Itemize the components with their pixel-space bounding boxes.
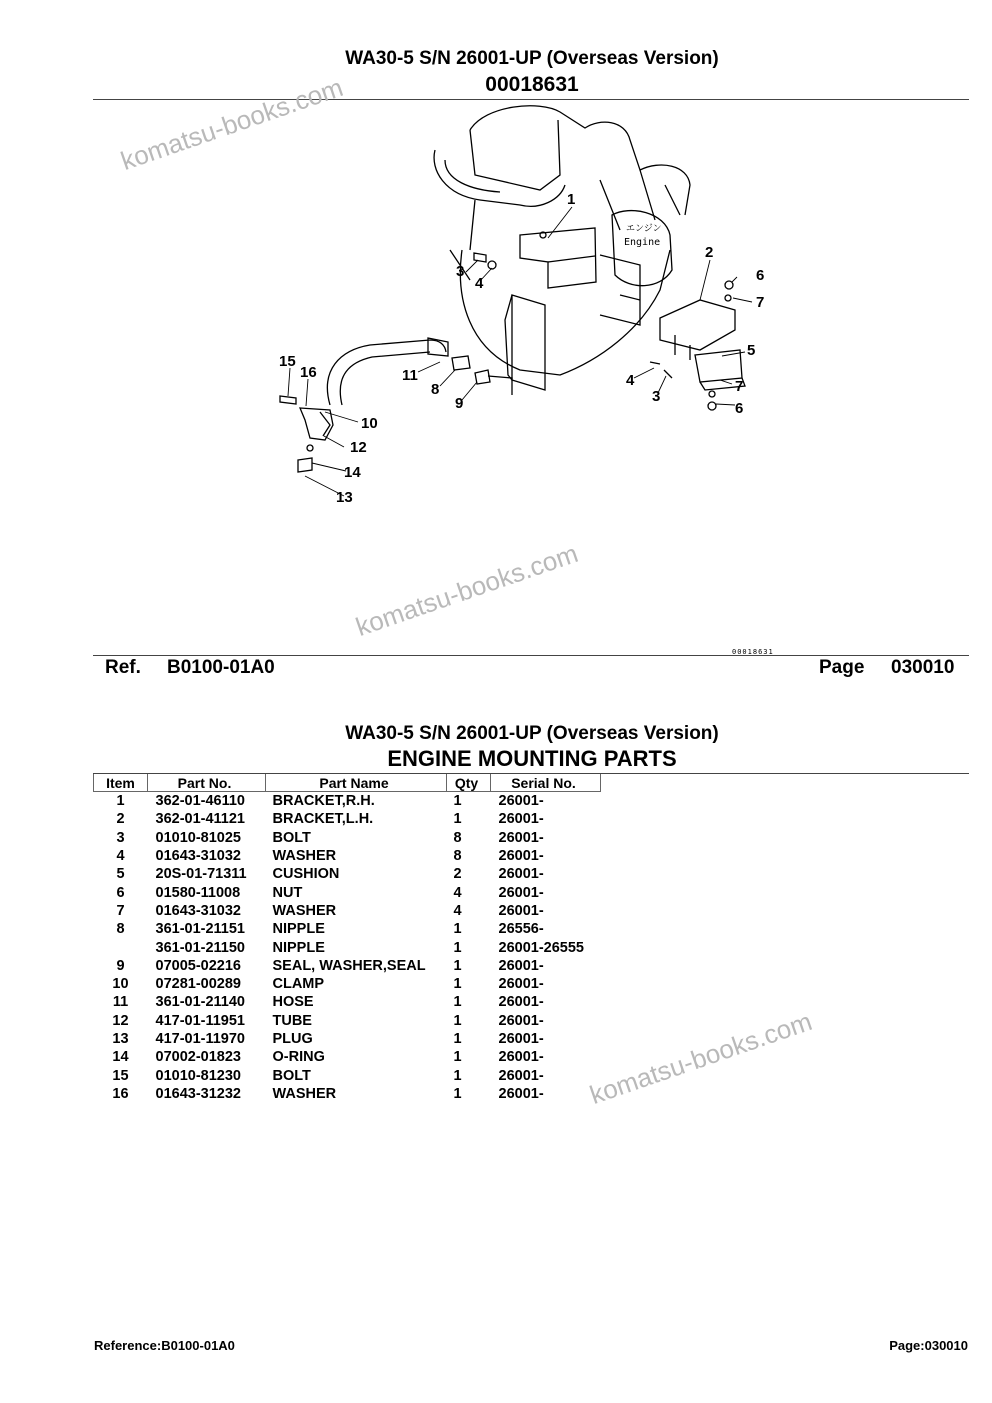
item-cell: 12	[112, 1012, 129, 1029]
ref-divider	[93, 655, 969, 656]
callout-7: 7	[756, 294, 765, 311]
serial-cell: 26001-	[498, 957, 544, 974]
qty-cell: 1	[453, 921, 462, 938]
part-no-cell: 362-01-46110	[155, 793, 245, 810]
part-name-cell: NIPPLE	[272, 921, 325, 938]
part-no-cell: 361-01-21140	[155, 994, 245, 1011]
section-title: ENGINE MOUNTING PARTS	[387, 746, 677, 771]
part-name-cell: CLAMP	[272, 976, 325, 993]
qty-cell: 1	[453, 1031, 462, 1047]
serial-cell: 26001-	[498, 976, 544, 993]
callout-13: 13	[336, 489, 353, 506]
item-cell: 4	[116, 848, 125, 865]
part-name-cell: CUSHION	[272, 866, 340, 883]
ref-label: Ref.	[105, 657, 141, 678]
item-cell: 16	[112, 1085, 129, 1102]
part-no-cell: 01010-81025	[155, 829, 241, 846]
serial-cell: 26001-	[498, 793, 544, 810]
engine-label-jp: エンジン	[626, 224, 662, 234]
qty-cell: 1	[453, 793, 462, 810]
table-row	[94, 792, 601, 811]
part-name-cell: TUBE	[272, 1012, 312, 1029]
qty-cell: 2	[453, 866, 462, 883]
col-part-no: Part No.	[148, 774, 266, 792]
page-value: 030010	[891, 657, 955, 678]
table-row	[94, 975, 601, 993]
callout-4: 4	[475, 275, 484, 292]
qty-cell: 1	[453, 1067, 462, 1084]
part-name-cell: WASHER	[272, 902, 337, 919]
callout-6: 6	[756, 267, 765, 284]
serial-cell: 26001-	[498, 902, 544, 919]
part-name-cell: HOSE	[272, 994, 314, 1011]
serial-cell: 26001-	[498, 884, 544, 901]
table-header-row	[94, 774, 601, 792]
table-row	[94, 1066, 601, 1084]
callout-3: 3	[456, 263, 465, 280]
table-row	[94, 883, 601, 901]
part-no-cell: 417-01-11951	[155, 1012, 245, 1029]
section-model: WA30-5 S/N 26001-UP (Overseas Version)	[345, 723, 719, 744]
table-row	[94, 1030, 601, 1048]
part-no-cell: 20S-01-71311	[155, 866, 247, 883]
table-row	[94, 1048, 601, 1066]
callout-15: 15	[279, 353, 296, 370]
serial-cell: 26001-	[498, 1012, 544, 1029]
watermark: komatsu-books.com	[585, 1005, 816, 1111]
col-part-name: Part Name	[266, 774, 447, 792]
serial-cell: 26001-	[498, 848, 544, 865]
qty-cell: 1	[453, 976, 462, 993]
table-body	[94, 792, 601, 1104]
table-row	[94, 920, 601, 938]
col-qty: Qty	[447, 774, 491, 792]
part-name-cell: WASHER	[272, 848, 337, 865]
part-no-cell: 417-01-11970	[155, 1031, 245, 1047]
col-item: Item	[94, 774, 148, 792]
callout-4b: 4	[626, 372, 635, 389]
callout-14: 14	[344, 464, 361, 481]
callout-10: 10	[361, 415, 378, 432]
qty-cell: 1	[453, 957, 462, 974]
item-cell: 10	[112, 976, 129, 993]
footer-page: Page:030010	[889, 1338, 968, 1353]
part-no-cell: 07281-00289	[155, 976, 241, 993]
parts-table	[93, 774, 601, 1103]
qty-cell: 1	[453, 811, 462, 828]
nipple	[452, 356, 470, 370]
parts-diagram	[0, 0, 992, 660]
callout-12: 12	[350, 439, 367, 456]
item-cell	[94, 938, 148, 956]
table-row	[94, 829, 601, 847]
callout-9: 9	[455, 395, 464, 412]
serial-cell: 26556-	[498, 921, 544, 938]
table-row	[94, 1085, 601, 1103]
serial-cell: 26001-	[498, 811, 544, 828]
serial-cell: 26001-	[498, 1067, 544, 1084]
engine-flywheel-housing	[512, 295, 545, 390]
qty-cell: 1	[453, 1049, 462, 1066]
engine-top-outline	[470, 106, 690, 215]
item-cell: 2	[116, 811, 125, 828]
table-row	[94, 810, 601, 828]
serial-cell: 26001-	[498, 1085, 544, 1102]
callout-8: 8	[431, 381, 440, 398]
serial-cell: 26001-	[498, 994, 544, 1011]
callout-1: 1	[567, 191, 576, 208]
table-row	[94, 1012, 601, 1030]
item-cell: 13	[112, 1031, 129, 1047]
watermark: komatsu-books.com	[351, 537, 582, 643]
part-name-cell: BOLT	[272, 1067, 311, 1084]
item-cell: 3	[116, 829, 125, 846]
part-no-cell: 01643-31032	[155, 848, 241, 865]
item-cell: 6	[116, 884, 125, 901]
part-no-cell: 01010-81230	[155, 1067, 241, 1084]
engine-cylinder-head	[470, 120, 560, 190]
illustration-number: 00018631	[485, 73, 579, 96]
part-no-cell: 361-01-21151	[155, 921, 245, 938]
header-model: WA30-5 S/N 26001-UP (Overseas Version)	[345, 48, 719, 69]
callout-11: 11	[402, 367, 418, 384]
item-cell: 7	[116, 902, 125, 919]
engine-label-en: Engine	[624, 237, 661, 248]
qty-cell: 1	[453, 939, 462, 956]
callout-3b: 3	[652, 388, 661, 405]
item-cell: 9	[116, 957, 125, 974]
serial-cell: 26001-	[498, 866, 544, 883]
part-name-cell: O-RING	[272, 1049, 325, 1066]
part-name-cell: WASHER	[272, 1085, 337, 1102]
part-name-cell: NIPPLE	[272, 939, 325, 956]
table-row	[94, 957, 601, 975]
item-cell: 5	[116, 866, 125, 883]
part-no-cell: 01643-31032	[155, 902, 241, 919]
part-no-cell: 01643-31232	[155, 1085, 241, 1102]
item-cell: 11	[112, 994, 129, 1011]
callout-6b: 6	[735, 400, 744, 417]
item-cell: 8	[116, 921, 125, 938]
ref-value: B0100-01A0	[167, 657, 275, 678]
footer-reference: Reference:B0100-01A0	[94, 1338, 235, 1353]
serial-cell: 26001-	[498, 829, 544, 846]
qty-cell: 1	[453, 1012, 462, 1029]
col-serial: Serial No.	[491, 774, 601, 792]
qty-cell: 8	[453, 848, 462, 865]
watermark: komatsu-books.com	[116, 71, 347, 177]
item-cell: 15	[112, 1067, 129, 1084]
page-label: Page	[819, 657, 865, 678]
part-name-cell: SEAL, WASHER,SEAL	[272, 957, 426, 974]
callout-2: 2	[705, 244, 714, 261]
part-name-cell: BOLT	[272, 829, 311, 846]
part-name-cell: BRACKET,R.H.	[272, 793, 375, 810]
item-cell: 1	[116, 793, 125, 810]
serial-cell: 26001-26555	[498, 939, 584, 956]
bracket-rh	[520, 228, 596, 288]
engine-side-label-box	[612, 211, 672, 286]
part-name-cell: BRACKET,L.H.	[272, 811, 374, 828]
table-row	[94, 938, 601, 956]
part-no-cell: 07005-02216	[155, 957, 241, 974]
callout-7b: 7	[735, 378, 744, 395]
part-no-cell: 362-01-41121	[155, 811, 245, 828]
part-no-cell: 361-01-21150	[155, 939, 245, 956]
table-row	[94, 993, 601, 1011]
part-no-cell: 01580-11008	[155, 884, 241, 901]
callout-5: 5	[747, 342, 756, 359]
table-row	[94, 847, 601, 865]
qty-cell: 1	[453, 1085, 462, 1102]
serial-cell: 26001-	[498, 1049, 544, 1066]
serial-cell: 26001-	[498, 1031, 544, 1047]
qty-cell: 4	[453, 902, 462, 919]
callout-16: 16	[300, 364, 317, 381]
table-row	[94, 902, 601, 920]
qty-cell: 4	[453, 884, 462, 901]
part-no-cell: 07002-01823	[155, 1049, 241, 1066]
qty-cell: 8	[453, 829, 462, 846]
qty-cell: 1	[453, 994, 462, 1011]
item-cell: 14	[112, 1049, 129, 1066]
part-name-cell: NUT	[272, 884, 303, 901]
bracket-lh	[660, 300, 735, 350]
part-name-cell: PLUG	[272, 1031, 313, 1047]
table-row	[94, 865, 601, 883]
figure-code: 00018631	[732, 648, 774, 656]
